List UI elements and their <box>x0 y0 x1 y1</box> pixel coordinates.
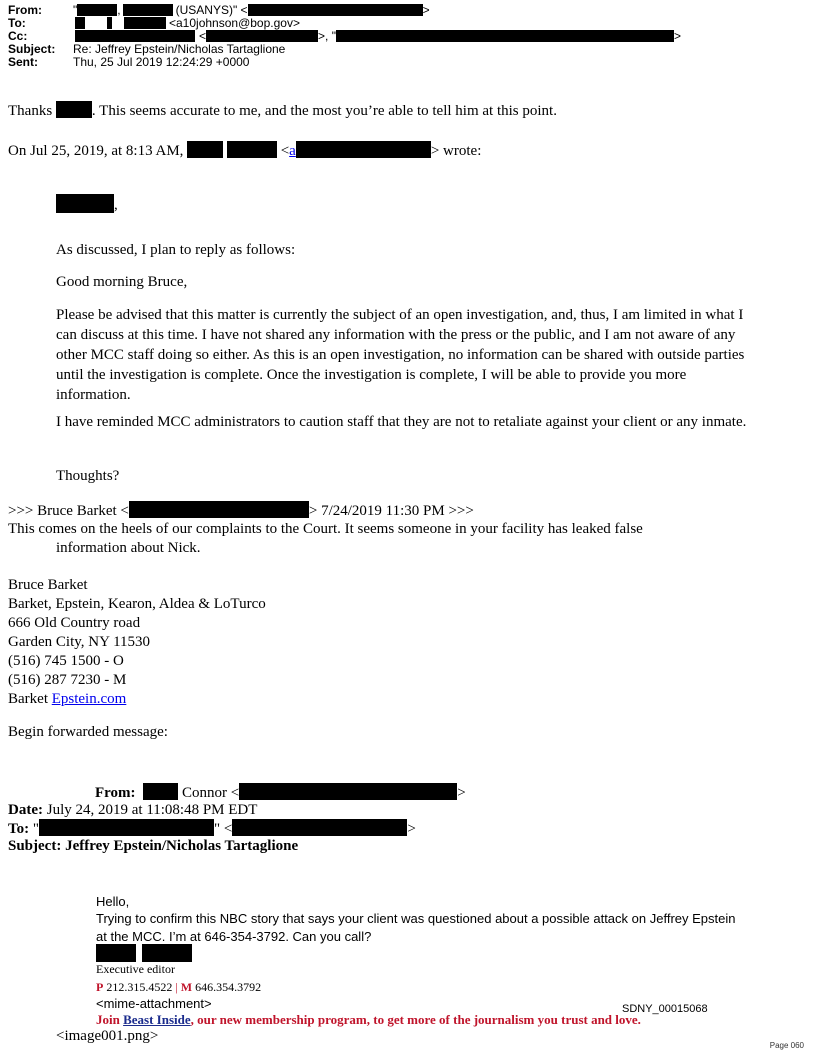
sent-row <box>8 56 681 69</box>
reply-text: Thanks . This seems accurate to me, and the most you’re able to tell him at this point. <box>8 103 557 119</box>
subject-value: Re: Jeffrey Epstein/Nicholas Tartaglione <box>73 42 286 56</box>
inner-title: Executive editor <box>96 962 175 976</box>
from-value: (USANYS)" < <box>175 3 248 17</box>
quoted-paragraph: As discussed, I plan to reply as follows: <box>56 242 296 258</box>
redaction <box>96 944 136 962</box>
tagline: Join Beast Inside, our new membership program, to get more of the journalism you trust and love. <box>96 1012 641 1027</box>
fwd-subject-row: Subject: Jeffrey Epstein/Nicholas Tartaglione <box>8 838 299 854</box>
redaction <box>142 944 192 962</box>
redaction <box>107 17 112 29</box>
redaction <box>206 30 318 42</box>
redaction <box>296 141 431 158</box>
redaction <box>124 17 166 29</box>
redaction <box>143 783 178 800</box>
mime-attachment: <mime-attachment> <box>96 996 212 1011</box>
page-number: Page 060 <box>769 1041 804 1050</box>
fwd-to-row: To: " " < > <box>8 821 416 837</box>
redaction <box>239 783 457 800</box>
quoted-paragraph: I have reminded MCC administrators to caution staff that they are not to retaliate against your client or any inmate. <box>56 414 747 430</box>
redaction <box>248 4 423 16</box>
from-label: From: <box>8 3 42 17</box>
to-label: To: <box>8 16 26 30</box>
quoted-paragraph: Good morning Bruce, <box>56 274 188 290</box>
bates-number: SDNY_00015068 <box>622 1003 708 1015</box>
barket-body: This comes on the heels of our complaints to the Court. It seems someone in your facility has leaked false <box>8 521 643 537</box>
to-row <box>8 17 681 30</box>
image-attachment: <image001.png> <box>56 1028 159 1044</box>
redaction <box>39 819 214 836</box>
redaction <box>232 819 407 836</box>
redaction <box>77 4 117 16</box>
inner-body: Trying to confirm this NBC story that says your client was questioned about a possible attack on Jeffrey Epstein at the MCC. I’m at 646-354-3792. Can you call? <box>96 911 736 944</box>
redaction <box>56 101 92 118</box>
redaction <box>123 4 173 16</box>
redaction <box>187 141 223 158</box>
fwd-from-row: From: Connor < > <box>95 785 466 801</box>
inner-hello: Hello, <box>96 894 130 909</box>
quote-attribution: On Jul 25, 2019, at 8:13 AM, <a > wrote: <box>8 143 482 159</box>
email-header <box>8 4 681 69</box>
redaction <box>129 501 309 518</box>
forward-intro: Begin forwarded message: <box>8 724 168 740</box>
fwd-date-row: Date: July 24, 2019 at 11:08:48 PM EDT <box>8 802 258 818</box>
inner-phones: P 212.315.4522 | M 646.354.3792 <box>96 980 262 994</box>
redaction <box>56 194 114 213</box>
quoted-salutation: , <box>56 194 118 215</box>
sender-email-link[interactable]: a <box>289 143 296 159</box>
redaction <box>75 30 195 42</box>
quoted-paragraph: Thoughts? <box>56 468 120 484</box>
redaction <box>75 17 85 29</box>
signature-block: Bruce Barket Barket, Epstein, Kearon, Aldea & LoTurco 666 Old Country road Garden City, NY 11530 (516) 745 1500 - O (516) 287 7230 - M Barket Epstein.com <box>8 577 266 707</box>
website-link[interactable]: Epstein.com <box>51 691 127 707</box>
redaction <box>336 30 674 42</box>
barket-header: >>> Bruce Barket < > 7/24/2019 11:30 PM >>> <box>8 503 474 519</box>
quoted-paragraph: Please be advised that this matter is currently the subject of an open investigation, and, thus, I am limited in what I can discuss at this time. I have not shared any information with the press or the public, and I am not aware of any other MCC staff doing so either. As this is an open investigation, no information can be shared with outside parties until the investigation is complete. Once the investigation is complete, I will be able to provide you more information. <box>56 307 745 403</box>
to-value: <a10johnson@bop.gov> <box>169 16 300 30</box>
from-row: From: " , (USANYS)" < > <box>8 3 430 17</box>
subject-label: Subject: <box>8 42 56 56</box>
sent-value: Thu, 25 Jul 2019 12:24:29 +0000 <box>73 55 250 69</box>
cc-label: Cc: <box>8 29 28 43</box>
redaction <box>227 141 277 158</box>
sent-label: Sent: <box>8 55 38 69</box>
beast-inside-link[interactable]: Beast Inside <box>123 1012 191 1027</box>
cc-row: Cc: < >, " > <box>8 29 681 43</box>
barket-body: information about Nick. <box>56 540 201 556</box>
